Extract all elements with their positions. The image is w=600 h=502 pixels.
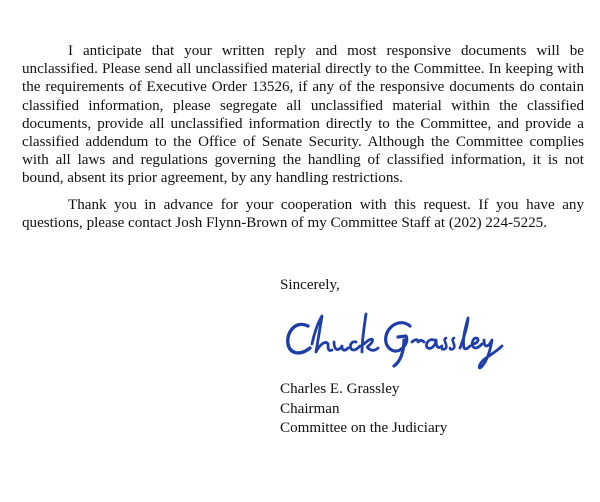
closing-salutation: Sincerely, [280,277,340,293]
body-paragraph-contact: Thank you in advance for your cooperation with this request. If you have any questions, please contact Josh Flynn-Brown of my Committee Staff at (202) 224-5225. [22,197,584,232]
signer-name: Charles E. Grassley [280,381,400,397]
body-paragraph-classified-handling: I anticipate that your written reply and most responsive documents will be unclassified. Please send all unclassified material directly to the Committee. In keeping with the requirements of Executive Order 13526, if any of the responsive documents do contain classified information, please segregate all unclassified material within the classified documents, provide all unclassified information directly to the Committee, and provide a classified addendum to the Office of Senate Security. Although the Committee complies with all laws and regulations governing the handling of classified information, it is not bound, absent its prior agreement, by any handling restrictions. [22,43,584,187]
signature-block [280,380,447,439]
signer-title: Chairman [280,400,340,417]
handwritten-signature [282,304,512,376]
signer-committee: Committee on the Judiciary [280,420,448,436]
